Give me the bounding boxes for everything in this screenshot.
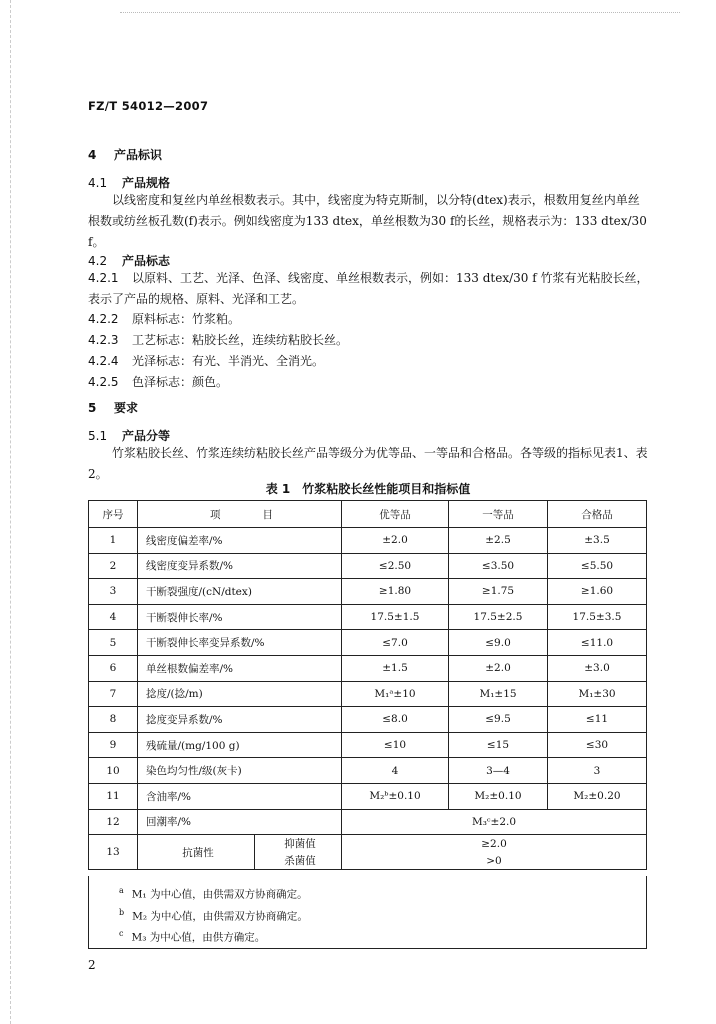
row-grade-c: 17.5±3.5: [548, 604, 647, 630]
section-number: 4.2: [88, 254, 108, 268]
section-5-heading: [88, 399, 138, 416]
section-5-1-heading: [88, 427, 170, 444]
row-no: 1: [89, 528, 138, 554]
table-row: [89, 835, 647, 853]
row-grade-b: ≤9.5: [449, 707, 548, 733]
table-row: [89, 630, 647, 656]
note-text: M₂ 为中心值，由供需双方协商确定。: [132, 910, 308, 923]
header-grade-c: 合格品: [548, 501, 647, 528]
section-title: 产品分等: [122, 429, 171, 443]
clause-number: 4.2.4: [88, 354, 119, 368]
clause-number: 4.2.2: [88, 312, 119, 326]
row-no: 12: [89, 809, 138, 835]
clause-number: 4.2.1: [88, 271, 119, 285]
spec-table: [88, 500, 647, 870]
clause-text: 原料标志：竹浆粕。: [132, 312, 241, 326]
row-grade-a: 4: [342, 758, 449, 784]
clause-4-2-5: [88, 373, 658, 390]
row-no: 9: [89, 732, 138, 758]
row-merged-value: >0: [342, 852, 647, 870]
section-4-heading: [88, 146, 162, 163]
row-no: 8: [89, 707, 138, 733]
row-grade-c: ≤11.0: [548, 630, 647, 656]
table-row: [89, 553, 647, 579]
row-no: 11: [89, 783, 138, 809]
table-row: [89, 758, 647, 784]
row-grade-b: ≤3.50: [449, 553, 548, 579]
row-item: 残硫量/(mg/100 g): [138, 732, 342, 758]
standard-code: FZ/T 54012—2007: [88, 99, 209, 113]
clause-text: 色泽标志：颜色。: [132, 375, 229, 389]
row-grade-a: ±1.5: [342, 655, 449, 681]
table-note: [119, 929, 265, 945]
note-text: M₁ 为中心值，由供需双方协商确定。: [131, 888, 308, 901]
row-no: 2: [89, 553, 138, 579]
section-number: 4: [88, 148, 97, 162]
row-item: 线密度变异系数/%: [138, 553, 342, 579]
row-merged-value: ≥2.0: [342, 835, 647, 853]
note-mark: b: [119, 908, 125, 917]
row-no: 3: [89, 579, 138, 605]
section-title: 要求: [114, 401, 139, 415]
row-grade-a: ≤2.50: [342, 553, 449, 579]
row-item: 抗菌性: [138, 835, 255, 870]
row-item: 干断裂强度/(cN/dtex): [138, 579, 342, 605]
row-grade-b: ±2.5: [449, 528, 548, 554]
section-title: 产品规格: [122, 176, 171, 190]
row-grade-b: ±2.0: [449, 655, 548, 681]
section-4-1-heading: [88, 174, 170, 191]
row-grade-a: ≥1.80: [342, 579, 449, 605]
table-row: [89, 528, 647, 554]
clause-4-2-4: [88, 352, 658, 369]
row-grade-c: ±3.0: [548, 655, 647, 681]
row-grade-c: M₁±30: [548, 681, 647, 707]
row-grade-a: M₁ᵃ±10: [342, 681, 449, 707]
clause-text: 工艺标志：粘胶长丝，连续纺粘胶长丝。: [132, 333, 349, 347]
row-grade-c: ≤5.50: [548, 553, 647, 579]
scan-artifact-top: [120, 12, 680, 13]
table-row: [89, 604, 647, 630]
row-item: 捻度/(捻/m): [138, 681, 342, 707]
header-no: 序号: [89, 501, 138, 528]
clause-text: 以原料、工艺、光泽、色泽、线密度、单丝根数表示，例如：133 dtex/30 f 竹浆有光粘胶长丝，表示了产品的规格、原料、光泽和工艺。: [88, 271, 649, 306]
row-grade-b: 3—4: [449, 758, 548, 784]
clause-text: 光泽标志：有光、半消光、全消光。: [132, 354, 325, 368]
row-grade-a: ≤7.0: [342, 630, 449, 656]
row-grade-c: 3: [548, 758, 647, 784]
table-row: [89, 732, 647, 758]
row-item: 染色均匀性/级(灰卡): [138, 758, 342, 784]
clause-number: 4.2.3: [88, 333, 119, 347]
row-grade-c: M₂±0.20: [548, 783, 647, 809]
note-mark: a: [119, 886, 124, 895]
row-grade-c: ≤30: [548, 732, 647, 758]
row-subitem: 杀菌值: [255, 852, 342, 870]
section-number: 5: [88, 401, 97, 415]
row-grade-a: ≤8.0: [342, 707, 449, 733]
section-title: 产品标志: [122, 254, 171, 268]
row-no: 5: [89, 630, 138, 656]
row-item: 回潮率/%: [138, 809, 342, 835]
row-item: 线密度偏差率/%: [138, 528, 342, 554]
row-item: 干断裂伸长率/%: [138, 604, 342, 630]
section-5-1-text: 竹浆粘胶长丝、竹浆连续纺粘胶长丝产品等级分为优等品、一等品和合格品。各等级的指标见表1、表2。: [88, 446, 648, 481]
table-row: [89, 681, 647, 707]
row-subitem: 抑菌值: [255, 835, 342, 853]
table-row: [89, 707, 647, 733]
table-row: [89, 783, 647, 809]
row-grade-a: ±2.0: [342, 528, 449, 554]
row-item: 单丝根数偏差率/%: [138, 655, 342, 681]
row-grade-b: M₂±0.10: [449, 783, 548, 809]
row-no: 6: [89, 655, 138, 681]
clause-4-2-2: [88, 310, 658, 327]
section-number: 5.1: [88, 429, 108, 443]
row-grade-b: ≥1.75: [449, 579, 548, 605]
section-4-1-text: 以线密度和复丝内单丝根数表示。其中，线密度为特克斯制，以分特(dtex)表示，根数用复丝内单丝根数或纺丝板孔数(f)表示。例如线密度为133 dtex，单丝根数为30 f的长丝，规格表示为：133 dtex/30 f。: [88, 193, 647, 249]
table-row: [89, 809, 647, 835]
row-merged-value: M₃ᶜ±2.0: [342, 809, 647, 835]
row-grade-b: 17.5±2.5: [449, 604, 548, 630]
section-4-2-heading: [88, 252, 170, 269]
row-no: 13: [89, 835, 138, 870]
header-item: 项 目: [138, 501, 342, 528]
table-note: [119, 886, 308, 902]
table-row: [89, 655, 647, 681]
row-grade-b: M₁±15: [449, 681, 548, 707]
clause-4-2-1: [88, 268, 658, 310]
row-grade-c: ≤11: [548, 707, 647, 733]
header-grade-b: 一等品: [449, 501, 548, 528]
note-mark: c: [119, 929, 124, 938]
row-grade-c: ≥1.60: [548, 579, 647, 605]
table-notes: [88, 876, 647, 949]
table-header-row: [89, 501, 647, 528]
section-title: 产品标识: [114, 148, 163, 162]
row-grade-a: M₂ᵇ±0.10: [342, 783, 449, 809]
scan-artifact-left: [10, 0, 11, 1024]
table-title: 表 1 竹浆粘胶长丝性能项目和指标值: [265, 482, 471, 496]
clause-number: 4.2.5: [88, 375, 119, 389]
row-no: 4: [89, 604, 138, 630]
table-note: [119, 908, 308, 924]
row-grade-b: ≤9.0: [449, 630, 548, 656]
table-row: [89, 579, 647, 605]
page-number: 2: [88, 958, 96, 972]
section-number: 4.1: [88, 176, 108, 190]
header-grade-a: 优等品: [342, 501, 449, 528]
note-text: M₃ 为中心值，由供方确定。: [131, 931, 266, 944]
row-grade-a: 17.5±1.5: [342, 604, 449, 630]
row-no: 7: [89, 681, 138, 707]
row-item: 干断裂伸长率变异系数/%: [138, 630, 342, 656]
row-grade-a: ≤10: [342, 732, 449, 758]
row-item: 含油率/%: [138, 783, 342, 809]
row-grade-b: ≤15: [449, 732, 548, 758]
row-item: 捻度变异系数/%: [138, 707, 342, 733]
clause-4-2-3: [88, 331, 658, 348]
row-grade-c: ±3.5: [548, 528, 647, 554]
row-no: 10: [89, 758, 138, 784]
